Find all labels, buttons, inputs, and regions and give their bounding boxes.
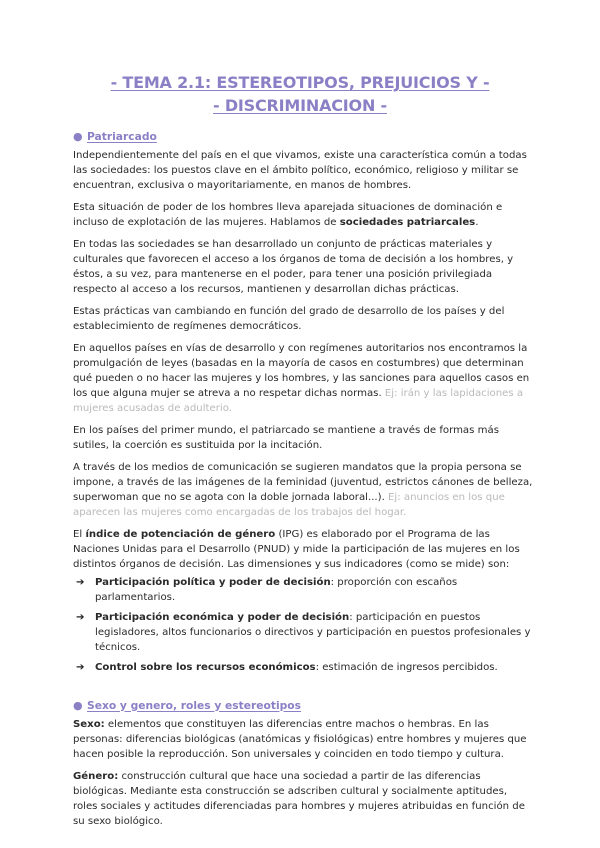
section-title: Patriarcado xyxy=(87,129,157,143)
bold-term: Control sobre los recursos económicos xyxy=(95,662,316,673)
indicator-list xyxy=(73,575,533,675)
paragraph-text: construcción cultural que hace una sociedad a partir de las diferencias biológicas. Mediante esta construcción se adscriben cultural y socialmente aptitudes, roles sociales y actitudes diferenciadas para hombres y mujeres atribuidas en función de su sexo biológico. xyxy=(73,771,525,827)
list-item-text xyxy=(95,660,498,675)
paragraph-text: En aquellos países en vías de desarrollo y con regímenes autoritarios nos encontramos la promulgación de leyes (basadas en la mayoría de casos en costumbres) que determinan qué pueden o no hacer las mujeres y los hombres, y las sanciones para aquellos casos en los que alguna mujer se atreva a no respetar dichas normas. xyxy=(73,343,530,399)
example-note: Ej: anuncios en los que aparecen las mujeres como encargadas de los trabajos del hogar. xyxy=(73,492,505,518)
paragraph-text: A través de los medios de comunicación se sugieren mandatos que la propia persona se impone, a través de las imágenes de la feminidad (juventud, estrictos cánones de belleza, superwoman que no se agota con la doble jornada laboral...). xyxy=(73,462,533,503)
paragraph xyxy=(73,341,533,416)
section-spacer xyxy=(73,682,533,695)
paragraph: Estas prácticas van cambiando en función del grado de desarrollo de los países y del establecimiento de regímenes democráticos. xyxy=(73,306,505,332)
bold-term: índice de potenciación de género xyxy=(85,529,276,540)
arrow-icon: ➔ xyxy=(76,612,85,623)
list-item-desc: : proporción con escaños parlamentarios. xyxy=(95,577,458,603)
paragraph: Independientemente del país en el que vivamos, existe una característica común a todas las sociedades: los puestos clave en el ámbito político, económico, religioso y militar se encuentran, exclusiva o mayoritariamente, en manos de hombres. xyxy=(73,150,527,191)
arrow-icon: ➔ xyxy=(76,662,85,673)
bold-term: sociedades patriarcales xyxy=(339,217,476,228)
list-item-desc: : estimación de ingresos percibidos. xyxy=(315,662,498,673)
list-item-desc: : participación en puestos legisladores, altos funcionarios o directivos y participación en puestos profesionales y técnicos. xyxy=(95,612,531,653)
paragraph-text: Esta situación de poder de los hombres lleva aparejada situaciones de dominación e incluso de explotación de las mujeres. Hablamos de xyxy=(73,202,503,228)
list-item xyxy=(73,610,533,655)
paragraph xyxy=(73,717,533,762)
paragraph xyxy=(73,460,533,520)
bullet-icon: ● xyxy=(73,698,83,712)
list-item xyxy=(73,660,533,675)
bullet-icon: ● xyxy=(73,129,83,143)
paragraph: En los países del primer mundo, el patriarcado se mantiene a través de formas más sutiles, la coerción es sustituida por la incitación. xyxy=(73,425,499,451)
list-item xyxy=(73,575,533,605)
paragraph-text: (IPG) es elaborado por el Programa de las Naciones Unidas para el Desarrollo (PNUD) y mide la participación de las mujeres en los distintos órganos de decisión. Las dimensiones y sus indicadores (como se mide) son: xyxy=(73,529,520,570)
paragraph xyxy=(73,527,533,572)
bold-term: Género: xyxy=(73,771,119,782)
bold-term: Sexo: xyxy=(73,719,105,730)
section-title: Sexo y genero, roles y estereotipos xyxy=(87,698,301,712)
paragraph-text: elementos que constituyen las diferencias entre machos o hembras. En las personas: diferencias biológicas (anatómicas y fisiológicas) entre hombres y mujeres que hacen posible la reproducción. Son universales y coinciden en todo tiempo y cultura. xyxy=(73,719,527,760)
bold-term: Participación política y poder de decisión xyxy=(95,577,331,588)
arrow-icon: ➔ xyxy=(76,577,85,588)
bold-term: Participación económica y poder de decisión xyxy=(95,612,350,623)
example-note: Ej: irán y las lapidaciones a mujeres acusadas de adulterio. xyxy=(73,388,524,414)
paragraph-text: El xyxy=(73,529,86,540)
page-title-line-1: - TEMA 2.1: ESTEREOTIPOS, PREJUICIOS Y - xyxy=(110,73,490,92)
section-heading-sexo-genero xyxy=(73,695,533,715)
page-title-line-2: - DISCRIMINACION - xyxy=(213,96,387,115)
document-body xyxy=(73,126,533,836)
section-heading-patriarcado xyxy=(73,126,533,146)
paragraph xyxy=(73,769,533,829)
list-item-text xyxy=(95,575,533,605)
list-item-text xyxy=(95,610,533,655)
paragraph: En todas las sociedades se han desarrollado un conjunto de prácticas materiales y culturales que favorecen el acceso a los órganos de toma de decisión a los hombres, y éstos, a su vez, para mantenerse en el poder, para tener una posición privilegiada respecto al acceso a los recursos, mantienen y desarrollan dichas prácticas. xyxy=(73,239,514,295)
paragraph xyxy=(73,200,533,230)
paragraph-text: . xyxy=(475,217,479,228)
